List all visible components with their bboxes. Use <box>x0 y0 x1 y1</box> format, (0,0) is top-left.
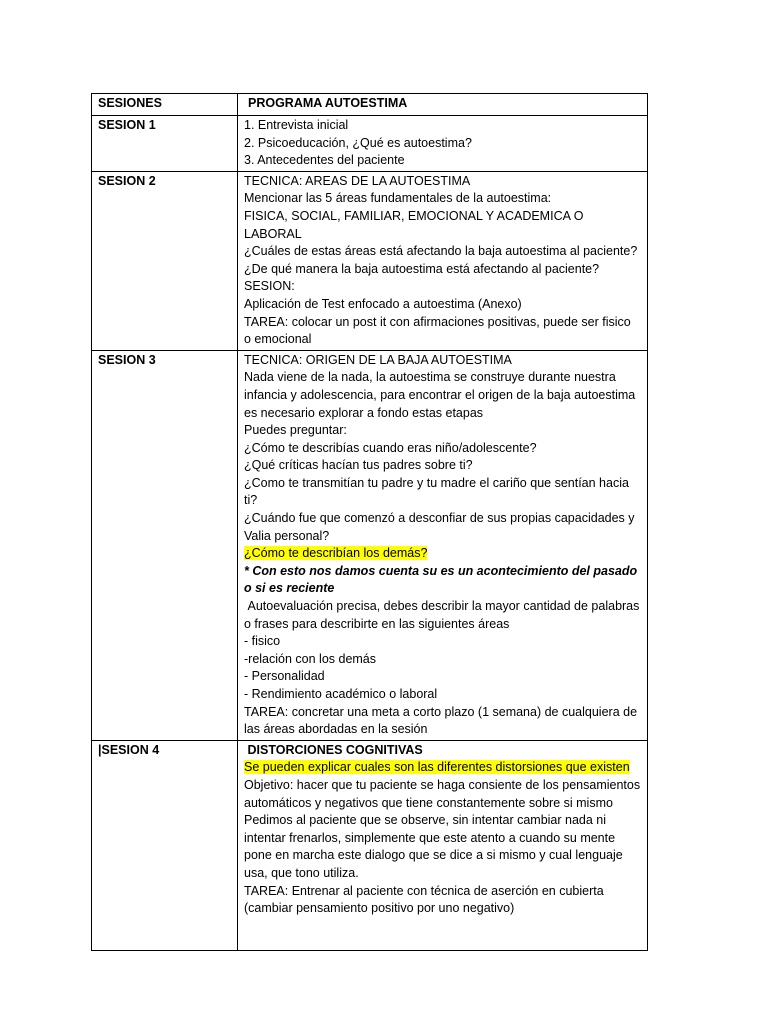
text-line: ¿Cuáles de estas áreas está afectando la baja autoestima al paciente? <box>244 244 638 259</box>
list-item: - Personalidad <box>244 669 325 684</box>
table-row <box>92 740 648 950</box>
table-row <box>92 350 648 740</box>
highlight-mark: ¿Cómo te describían los demás? <box>244 546 428 561</box>
table-row <box>92 171 648 350</box>
list-item: -relación con los demás <box>244 651 377 666</box>
highlighted-line <box>244 759 641 777</box>
list-item: - Rendimiento académico o laboral <box>244 687 438 701</box>
task-line: TAREA: Entrenar al paciente con técnica de aserción en cubierta (cambiar pensamiento positivo por uno negativo) <box>244 883 604 916</box>
question-line: ¿Qué críticas hacían tus padres sobre ti? <box>244 458 473 473</box>
text-line: Mencionar las 5 áreas fundamentales de la autoestima: <box>244 191 552 206</box>
session-content <box>238 350 648 740</box>
table-header-row <box>92 94 648 116</box>
table-row <box>92 116 648 172</box>
list-item: 3. Antecedentes del paciente <box>244 153 405 168</box>
list-item: 2. Psicoeducación, ¿Qué es autoestima? <box>244 135 472 150</box>
text-line: ¿De qué manera la baja autoestima está afectando al paciente? <box>244 261 600 276</box>
header-programa <box>238 94 648 116</box>
session-content <box>238 171 648 350</box>
text-line: Nada viene de la nada, la autoestima se construye durante nuestra infancia y adolescencia, para encontrar el origen de la baja autoestima es necesario explorar a fondo estas etapas <box>244 370 636 420</box>
session-content <box>238 116 648 172</box>
question-line: ¿Cómo te describías cuando eras niño/adolescente? <box>244 440 537 455</box>
session-label: |SESION 4 <box>92 740 238 950</box>
italic-note: * Con esto nos damos cuenta su es un acontecimiento del pasado o si es reciente <box>244 563 638 596</box>
task-line: TAREA: concretar una meta a corto plazo (1 semana) de cualquiera de las áreas abordadas en la sesión <box>244 704 638 737</box>
text-line: Autoevaluación precisa, debes describir la mayor cantidad de palabras o frases para describirte en las siguientes áreas <box>244 599 643 631</box>
header-sesiones: SESIONES <box>92 94 238 116</box>
session-content <box>238 740 648 950</box>
text-line: SESION: <box>244 279 295 294</box>
question-line: ¿Como te transmitían tu padre y tu madre el cariño que sentían hacia ti? <box>244 475 629 508</box>
question-line: ¿Cuándo fue que comenzó a desconfiar de sus propias capacidades y Valia personal? <box>244 511 635 543</box>
text-line: Puedes preguntar: <box>244 423 347 438</box>
highlight-mark: Se pueden explicar cuales son las diferentes distorsiones que existen <box>244 760 630 775</box>
technique-title: TECNICA: AREAS DE LA AUTOESTIMA <box>244 173 471 188</box>
text-line: Aplicación de Test enfocado a autoestima (Anexo) <box>244 296 522 311</box>
text-line: Pedimos al paciente que se observe, sin intentar cambiar nada ni intentar frenarlos, simplemente que este atento a cuando su mente pone en marcha este dialogo que se dice a si mismo y cual lenguaje usa, que tono utiliza. <box>244 813 623 880</box>
list-item: - fisico <box>244 634 281 649</box>
highlighted-question <box>244 545 641 563</box>
text-line: Objetivo: hacer que tu paciente se haga consiente de los pensamientos automáticos y negativos que tiene constantemente sobre si mismo <box>244 777 641 810</box>
technique-title: TECNICA: ORIGEN DE LA BAJA AUTOESTIMA <box>244 352 512 367</box>
header-programa-text: PROGRAMA AUTOESTIMA <box>248 96 408 110</box>
session-label: SESION 1 <box>92 116 238 172</box>
text-line: FISICA, SOCIAL, FAMILIAR, EMOCIONAL Y ACADEMICA O LABORAL <box>244 208 584 241</box>
task-line: TAREA: colocar un post it con afirmaciones positivas, puede ser fisico o emocional <box>244 314 631 347</box>
technique-title: DISTORCIONES COGNITIVAS <box>244 742 423 757</box>
session-label: SESION 2 <box>92 171 238 350</box>
sessions-table <box>91 93 648 951</box>
session-label: SESION 3 <box>92 350 238 740</box>
list-item: 1. Entrevista inicial <box>244 118 349 132</box>
